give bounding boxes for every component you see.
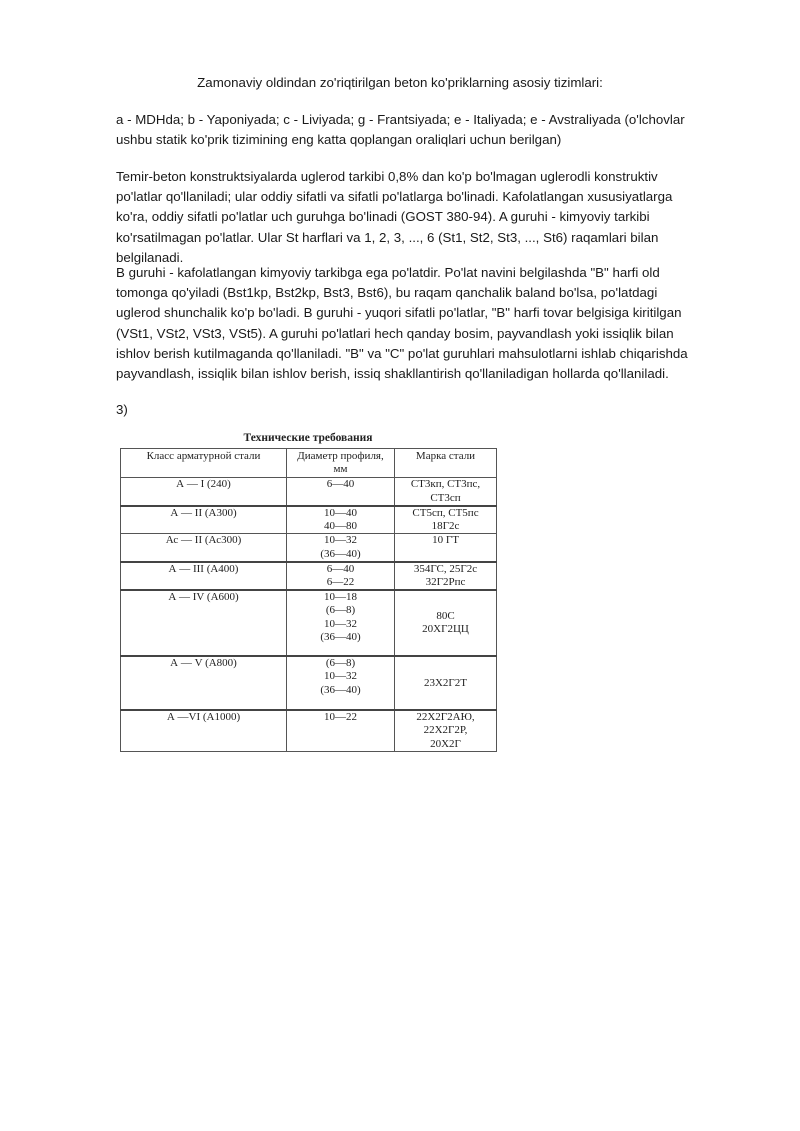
cell-grade: СТ5сп, СТ5пс 18Г2с bbox=[395, 506, 497, 534]
item-label: 3) bbox=[116, 402, 128, 417]
table-row bbox=[121, 710, 497, 751]
cell-diameter: (6—8) 10—32 (36—40) bbox=[287, 656, 395, 710]
cell-grade: 23Х2Г2Т bbox=[395, 656, 497, 710]
cell-class: А — III (А400) bbox=[121, 562, 287, 590]
cell-diameter: 10—40 40—80 bbox=[287, 506, 395, 534]
paragraph-1: a - MDHda; b - Yaponiyada; c - Liviyada; g - Frantsiyada; e - Italiyada; e - Avstraliyada (o'lchovlar ushbu statik ko'prik tizimining eng katta qoplangan oraliqlari uchun berilgan) bbox=[116, 112, 685, 148]
technical-requirements-table bbox=[120, 431, 496, 752]
paragraph-2: Temir-beton konstruktsiyalarda uglerod tarkibi 0,8% dan ko'p bo'lmagan uglerodli konstruktiv po'latlar qo'llaniladi; ular oddiy sifatli va sifatli po'latlarga bo'linadi. Kafolatlangan xususiyatlarga ko'ra, oddiy sifatli po'latlar uch guruhga bo'linadi (GOST 380-94). A guruhi - kimyoviy tarkibi ko'rsatilmagan po'latlar. Ular St harflari va 1, 2, 3, ..., 6 (St1, St2, St3, ..., St6) raqamlari bilan belgilanadi. bbox=[116, 169, 673, 265]
header-diameter: Диаметр профиля, мм bbox=[287, 449, 395, 478]
cell-grade: 10 ГТ bbox=[395, 534, 497, 562]
cell-diameter: 6—40 6—22 bbox=[287, 562, 395, 590]
steel-table bbox=[120, 448, 497, 752]
cell-diameter: 10—18 (6—8) 10—32 (36—40) bbox=[287, 590, 395, 656]
table-row bbox=[121, 534, 497, 562]
cell-class: А — IV (А600) bbox=[121, 590, 287, 656]
cell-grade: 80С 20ХГ2ЦЦ bbox=[395, 590, 497, 656]
cell-class: Ас — II (Ас300) bbox=[121, 534, 287, 562]
cell-class: А — II (А300) bbox=[121, 506, 287, 534]
table-row bbox=[121, 590, 497, 656]
cell-diameter: 10—32 (36—40) bbox=[287, 534, 395, 562]
header-grade: Марка стали bbox=[395, 449, 497, 478]
table-row bbox=[121, 478, 497, 506]
table-row bbox=[121, 506, 497, 534]
table-row bbox=[121, 656, 497, 710]
table-caption: Технические требования bbox=[243, 432, 373, 444]
cell-grade: 354ГС, 25Г2с 32Г2Рпс bbox=[395, 562, 497, 590]
cell-class: А —VI (А1000) bbox=[121, 710, 287, 751]
cell-diameter: 6—40 bbox=[287, 478, 395, 506]
paragraph-3: B guruhi - kafolatlangan kimyoviy tarkibga ega po'latdir. Po'lat navini belgilashda "B" harfi old tomonga qo'yiladi (Bst1kp, Bst2kp, Bst3, Bst6), bu raqam qanchalik baland bo'lsa, po'latdagi uglerod shunchalik ko'p bo'ladi. B guruhi - yuqori sifatli po'latlar, "B" harfi tovar belgisiga kiritilgan (VSt1, VSt2, VSt3, VSt5). A guruhi po'latlari hech qanday bosim, payvandlash yoki issiqlik bilan ishlov berish kutilmaganda qo'llaniladi. "B" va "C" po'lat guruhlari mahsulotlarni ishlab chiqarishda payvandlash, issiqlik bilan ishlov berish, issiq shakllantirish qo'llaniladigan hollarda qo'llaniladi. bbox=[116, 265, 688, 382]
table-header-row bbox=[121, 449, 497, 478]
cell-class: А — I (240) bbox=[121, 478, 287, 506]
cell-diameter: 10—22 bbox=[287, 710, 395, 751]
cell-grade: СТ3кп, СТ3пс, СТ3сп bbox=[395, 478, 497, 506]
document-title: Zamonaviy oldindan zo'riqtirilgan beton ko'priklarning asosiy tizimlari: bbox=[197, 75, 603, 90]
cell-grade: 22Х2Г2АЮ, 22Х2Г2Р, 20Х2Г bbox=[395, 710, 497, 751]
table-row bbox=[121, 562, 497, 590]
header-class: Класс арматурной стали bbox=[121, 449, 287, 478]
cell-class: А — V (А800) bbox=[121, 656, 287, 710]
